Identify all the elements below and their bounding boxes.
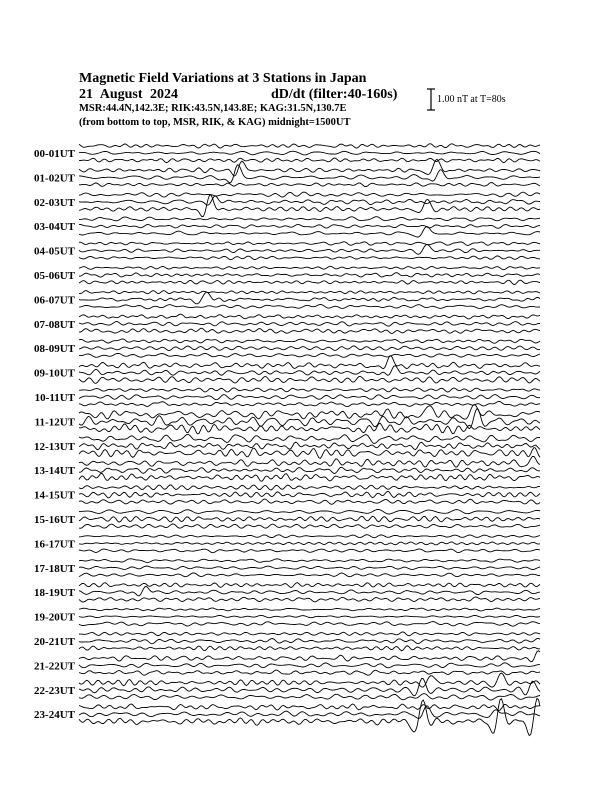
trace-rik <box>79 587 540 596</box>
trace-msr <box>79 353 540 357</box>
scale-bar-icon <box>427 89 435 110</box>
trace-kag <box>79 356 540 369</box>
trace-rik <box>79 615 540 617</box>
row-label: 02-03UT <box>34 196 75 209</box>
trace-kag <box>79 632 540 636</box>
trace-msr <box>79 401 540 406</box>
row-label: 05-06UT <box>34 270 75 282</box>
row-label: 19-20UT <box>34 611 75 624</box>
chart-title: Magnetic Field Variations at 3 Stations in Japan <box>79 71 367 86</box>
trace-kag <box>79 339 540 343</box>
trace-kag <box>79 266 540 269</box>
trace-kag <box>79 144 540 148</box>
trace-kag <box>79 673 540 687</box>
trace-kag <box>79 192 540 197</box>
trace-kag <box>79 434 540 443</box>
trace-kag <box>79 704 540 711</box>
row-label: 15-16UT <box>34 514 75 526</box>
trace-kag <box>79 608 540 611</box>
trace-rik <box>79 663 540 668</box>
trace-msr <box>79 499 540 504</box>
trace-rik <box>79 395 540 400</box>
trace-rik <box>79 225 540 229</box>
trace-rik <box>79 566 540 570</box>
trace-kag <box>79 559 540 563</box>
stacking-order-note: (from bottom to top, MSR, RIK, & KAG) midnight=1500UT <box>79 117 351 128</box>
trace-msr <box>79 670 540 675</box>
trace-kag <box>79 217 540 221</box>
trace-msr <box>79 448 540 459</box>
trace-kag <box>79 242 540 246</box>
trace-kag <box>79 651 540 662</box>
trace-rik <box>79 542 540 545</box>
trace-msr <box>79 195 540 217</box>
trace-rik <box>79 273 540 278</box>
trace-msr <box>79 646 540 651</box>
trace-rik <box>79 322 540 327</box>
chart-date: 21 August 2024 <box>79 87 179 102</box>
trace-msr <box>79 280 540 284</box>
row-label: 00-01UT <box>34 148 75 160</box>
row-label: 07-08UT <box>34 318 75 331</box>
trace-msr <box>79 597 540 602</box>
trace-msr <box>79 227 540 238</box>
trace-kag <box>79 314 540 319</box>
row-label: 16-17UT <box>34 538 75 551</box>
trace-msr <box>79 423 540 434</box>
trace-msr <box>79 304 540 308</box>
trace-rik <box>79 639 540 644</box>
trace-msr <box>79 473 540 481</box>
trace-rik <box>79 346 540 351</box>
row-label: 11-12UT <box>34 416 75 429</box>
trace-rik <box>79 467 540 473</box>
row-label: 18-19UT <box>34 587 75 600</box>
row-label: 12-13UT <box>34 440 75 453</box>
row-label: 14-15UT <box>34 489 75 502</box>
row-label: 13-14UT <box>34 465 75 478</box>
trace-msr <box>79 573 540 577</box>
trace-kag <box>79 535 540 538</box>
trace-kag <box>79 456 540 467</box>
trace-rik <box>79 706 540 719</box>
row-label: 17-18UT <box>34 562 75 575</box>
row-label: 08-09UT <box>34 343 75 356</box>
row-label: 04-05UT <box>34 245 75 258</box>
trace-msr <box>79 524 540 528</box>
trace-rik <box>79 442 540 450</box>
row-label: 01-02UT <box>34 172 75 185</box>
trace-msr <box>79 158 540 163</box>
row-label: 06-07UT <box>34 294 75 307</box>
row-label: 09-10UT <box>34 367 75 380</box>
trace-kag <box>79 291 540 294</box>
trace-kag <box>79 485 540 490</box>
trace-msr <box>79 622 540 627</box>
station-coordinates: MSR:44.4N,142.3E; RIK:43.5N,143.8E; KAG:31.5N,130.7E <box>79 103 347 114</box>
trace-kag <box>79 159 540 176</box>
row-label: 10-11UT <box>34 392 75 404</box>
scale-bar-label: 1.00 nT at T=80s <box>437 94 506 105</box>
trace-msr <box>79 694 540 700</box>
trace-msr <box>79 183 540 187</box>
trace-kag <box>79 510 540 515</box>
trace-msr <box>79 376 540 383</box>
chart-quantity: dD/dt (filter:40-160s) <box>271 87 398 102</box>
trace-msr <box>79 256 540 260</box>
row-label: 03-04UT <box>34 221 75 234</box>
trace-kag <box>79 388 540 392</box>
trace-rik <box>79 165 540 183</box>
trace-msr <box>79 549 540 553</box>
row-label: 22-23UT <box>34 684 75 697</box>
trace-rik <box>79 516 540 522</box>
trace-kag <box>79 583 540 588</box>
trace-rik <box>79 409 540 429</box>
row-label: 21-22UT <box>34 660 75 673</box>
trace-rik <box>79 491 540 498</box>
row-label: 23-24UT <box>34 709 75 722</box>
trace-msr <box>79 328 540 333</box>
trace-rik <box>79 196 540 205</box>
trace-rik <box>79 151 540 155</box>
row-label: 20-21UT <box>34 636 75 648</box>
trace-msr <box>79 698 540 735</box>
trace-rik <box>79 245 540 255</box>
